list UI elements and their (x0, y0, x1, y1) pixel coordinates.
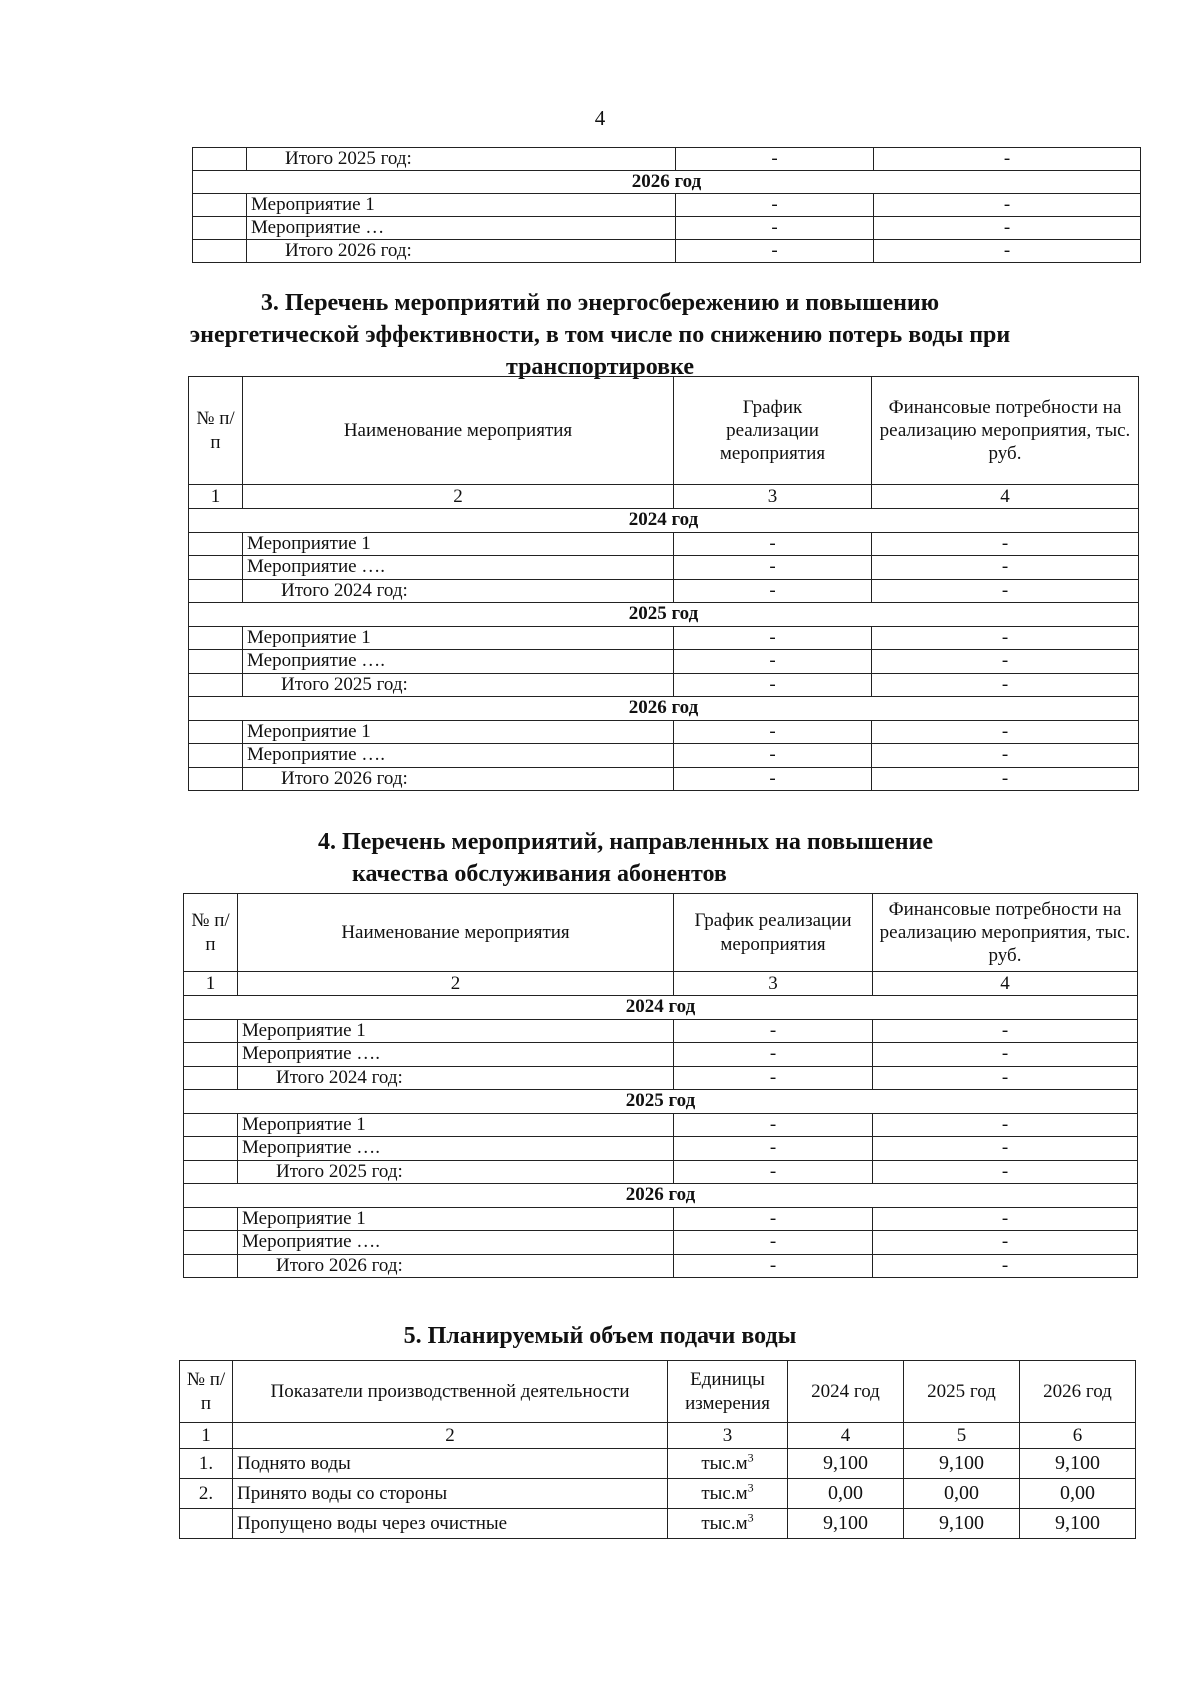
schedule-cell: - (674, 626, 872, 650)
finance-cell: - (872, 744, 1139, 768)
row-number: 1. (180, 1449, 233, 1479)
year-row (189, 603, 1139, 627)
schedule-cell: - (674, 1066, 873, 1090)
col-number: 5 (904, 1423, 1020, 1449)
header-num: № п/п (189, 377, 243, 485)
unit-text: тыс.м (701, 1452, 748, 1474)
header-indicator: Показатели производственной деятельности (233, 1361, 668, 1423)
col-number: 3 (674, 972, 873, 996)
total-row (184, 1066, 1138, 1090)
table-row (189, 626, 1139, 650)
unit-cell (668, 1479, 788, 1509)
finance-cell: - (873, 1254, 1138, 1278)
schedule-cell: - (676, 217, 874, 240)
col-number: 3 (668, 1423, 788, 1449)
finance-cell: - (872, 650, 1139, 674)
table-row (189, 720, 1139, 744)
year-label: 2025 год (184, 1090, 1138, 1114)
finance-cell: - (873, 1207, 1138, 1231)
num-cell (193, 240, 247, 263)
schedule-cell: - (674, 673, 872, 697)
value-2026: 9,100 (1020, 1449, 1136, 1479)
col-number: 1 (184, 972, 238, 996)
header-name: Наименование мероприятия (238, 894, 674, 972)
section-5-table (179, 1360, 1136, 1539)
schedule-cell: - (674, 1207, 873, 1231)
col-number: 2 (238, 972, 674, 996)
table-row (184, 1043, 1138, 1067)
table-row (184, 1113, 1138, 1137)
schedule-cell: - (674, 720, 872, 744)
col-number: 6 (1020, 1423, 1136, 1449)
value-2025: 9,100 (904, 1449, 1020, 1479)
indicator-name: Поднято воды (233, 1449, 668, 1479)
table-row (180, 1449, 1136, 1479)
schedule-cell: - (674, 1019, 873, 1043)
table-row (180, 1479, 1136, 1509)
header-num: № п/п (180, 1361, 233, 1423)
top-continuation-table (192, 147, 1141, 263)
schedule-cell: - (674, 1254, 873, 1278)
schedule-cell: - (674, 1113, 873, 1137)
finance-cell: - (874, 240, 1141, 263)
total-label: Итого 2026 год: (243, 767, 674, 791)
total-row (184, 1160, 1138, 1184)
year-row (193, 171, 1141, 194)
unit-text: тыс.м (701, 1482, 748, 1504)
schedule-cell: - (674, 1231, 873, 1255)
schedule-cell: - (674, 579, 872, 603)
section-4-heading (318, 826, 1118, 890)
finance-cell: - (873, 1113, 1138, 1137)
page-number: 4 (594, 106, 606, 130)
num-cell (189, 532, 243, 556)
section-4-title-line: качества обслуживания абонентов (352, 861, 727, 887)
section-3-title-line: транспортировке (506, 354, 694, 380)
schedule-cell: - (674, 1160, 873, 1184)
unit-cell (668, 1449, 788, 1479)
year-row (184, 1090, 1138, 1114)
activity-name: Мероприятие …. (238, 1043, 674, 1067)
year-label: 2026 год (193, 171, 1141, 194)
finance-cell: - (872, 720, 1139, 744)
finance-cell: - (874, 148, 1141, 171)
total-row (184, 1254, 1138, 1278)
table-row (193, 194, 1141, 217)
num-cell (184, 1254, 238, 1278)
table-row (189, 532, 1139, 556)
value-2024: 0,00 (788, 1479, 904, 1509)
activity-name: Мероприятие …. (238, 1231, 674, 1255)
value-2026: 9,100 (1020, 1509, 1136, 1539)
num-cell (189, 720, 243, 744)
col-number: 1 (189, 485, 243, 509)
value-2024: 9,100 (788, 1449, 904, 1479)
table-row (184, 1019, 1138, 1043)
header-num: № п/п (184, 894, 238, 972)
section-3-table (188, 376, 1139, 791)
header-finance: Финансовые потребности на реализацию мероприятия, тыс. руб. (873, 894, 1138, 972)
activity-name: Мероприятие 1 (238, 1113, 674, 1137)
header-2026: 2026 год (1020, 1361, 1136, 1423)
unit-exponent: 3 (747, 1450, 754, 1465)
num-cell (189, 650, 243, 674)
num-cell (189, 579, 243, 603)
num-cell (184, 1066, 238, 1090)
header-schedule: График реализации мероприятия (674, 377, 872, 485)
finance-cell: - (873, 1137, 1138, 1161)
activity-name: Мероприятие …. (243, 650, 674, 674)
value-2025: 0,00 (904, 1479, 1020, 1509)
finance-cell: - (873, 1160, 1138, 1184)
schedule-cell: - (674, 767, 872, 791)
year-row (184, 1184, 1138, 1208)
num-cell (184, 1160, 238, 1184)
finance-cell: - (874, 194, 1141, 217)
section-5-heading: 5. Планируемый объем подачи воды (403, 1323, 797, 1349)
schedule-cell: - (674, 650, 872, 674)
header-2024: 2024 год (788, 1361, 904, 1423)
num-cell (193, 194, 247, 217)
activity-name: Мероприятие 1 (238, 1207, 674, 1231)
total-row (193, 148, 1141, 171)
col-number: 4 (873, 972, 1138, 996)
finance-cell: - (872, 532, 1139, 556)
finance-cell: - (873, 1019, 1138, 1043)
finance-cell: - (873, 1231, 1138, 1255)
total-label: Итого 2025 год: (247, 148, 676, 171)
num-cell (189, 556, 243, 580)
total-label: Итого 2026 год: (238, 1254, 674, 1278)
col-number: 4 (872, 485, 1139, 509)
schedule-cell: - (674, 1137, 873, 1161)
value-2024: 9,100 (788, 1509, 904, 1539)
col-number: 3 (674, 485, 872, 509)
year-label: 2025 год (189, 603, 1139, 627)
finance-cell: - (872, 556, 1139, 580)
total-row (189, 579, 1139, 603)
table-row (193, 217, 1141, 240)
col-number: 2 (233, 1423, 668, 1449)
row-number (180, 1509, 233, 1539)
year-row (184, 996, 1138, 1020)
total-label: Итого 2025 год: (238, 1160, 674, 1184)
finance-cell: - (873, 1043, 1138, 1067)
table-row (189, 650, 1139, 674)
total-row (189, 673, 1139, 697)
section-4-title-line: 4. Перечень мероприятий, направленных на повышение (318, 829, 934, 855)
finance-cell: - (874, 217, 1141, 240)
col-number: 2 (243, 485, 674, 509)
schedule-cell: - (674, 744, 872, 768)
table-row (189, 556, 1139, 580)
num-cell (184, 1137, 238, 1161)
row-number: 2. (180, 1479, 233, 1509)
year-row (189, 697, 1139, 721)
total-row (193, 240, 1141, 263)
activity-name: Мероприятие … (247, 217, 676, 240)
indicator-name: Принято воды со стороны (233, 1479, 668, 1509)
num-cell (184, 1231, 238, 1255)
num-cell (189, 767, 243, 791)
finance-cell: - (872, 767, 1139, 791)
num-cell (193, 217, 247, 240)
header-schedule: График реализации мероприятия (674, 894, 873, 972)
finance-cell: - (872, 579, 1139, 603)
col-number: 1 (180, 1423, 233, 1449)
schedule-cell: - (674, 556, 872, 580)
unit-exponent: 3 (747, 1480, 754, 1495)
schedule-cell: - (674, 532, 872, 556)
header-finance: Финансовые потребности на реализацию мероприятия, тыс. руб. (872, 377, 1139, 485)
header-2025: 2025 год (904, 1361, 1020, 1423)
section-4-table (183, 893, 1138, 1278)
value-2025: 9,100 (904, 1509, 1020, 1539)
table-row (189, 744, 1139, 768)
unit-cell (668, 1509, 788, 1539)
year-label: 2024 год (189, 509, 1139, 533)
num-cell (189, 744, 243, 768)
table-row (184, 1231, 1138, 1255)
unit-exponent: 3 (747, 1510, 754, 1525)
schedule-cell: - (676, 194, 874, 217)
num-cell (189, 673, 243, 697)
year-label: 2024 год (184, 996, 1138, 1020)
section-3-title-line: энергетической эффективности, в том числе по снижению потерь воды при (189, 322, 1011, 348)
schedule-cell: - (674, 1043, 873, 1067)
total-row (189, 767, 1139, 791)
finance-cell: - (872, 673, 1139, 697)
activity-name: Мероприятие 1 (238, 1019, 674, 1043)
total-label: Итого 2024 год: (238, 1066, 674, 1090)
activity-name: Мероприятие 1 (247, 194, 676, 217)
unit-text: тыс.м (701, 1512, 748, 1534)
num-cell (184, 1113, 238, 1137)
section-3-title-line: 3. Перечень мероприятий по энергосбережению и повышению (260, 290, 940, 316)
header-name: Наименование мероприятия (243, 377, 674, 485)
num-cell (184, 1043, 238, 1067)
finance-cell: - (873, 1066, 1138, 1090)
table-row (180, 1509, 1136, 1539)
activity-name: Мероприятие …. (243, 744, 674, 768)
value-2026: 0,00 (1020, 1479, 1136, 1509)
num-cell (184, 1019, 238, 1043)
activity-name: Мероприятие …. (243, 556, 674, 580)
num-cell (189, 626, 243, 650)
finance-cell: - (872, 626, 1139, 650)
total-label: Итого 2026 год: (247, 240, 676, 263)
table-row (184, 1137, 1138, 1161)
indicator-name: Пропущено воды через очистные (233, 1509, 668, 1539)
activity-name: Мероприятие …. (238, 1137, 674, 1161)
year-label: 2026 год (184, 1184, 1138, 1208)
total-label: Итого 2024 год: (243, 579, 674, 603)
year-row (189, 509, 1139, 533)
table-row (184, 1207, 1138, 1231)
activity-name: Мероприятие 1 (243, 532, 674, 556)
num-cell (184, 1207, 238, 1231)
schedule-cell: - (676, 148, 874, 171)
activity-name: Мероприятие 1 (243, 626, 674, 650)
header-unit: Единицы измерения (668, 1361, 788, 1423)
schedule-cell: - (676, 240, 874, 263)
num-cell (193, 148, 247, 171)
activity-name: Мероприятие 1 (243, 720, 674, 744)
total-label: Итого 2025 год: (243, 673, 674, 697)
section-3-heading (0, 287, 1200, 383)
col-number: 4 (788, 1423, 904, 1449)
year-label: 2026 год (189, 697, 1139, 721)
